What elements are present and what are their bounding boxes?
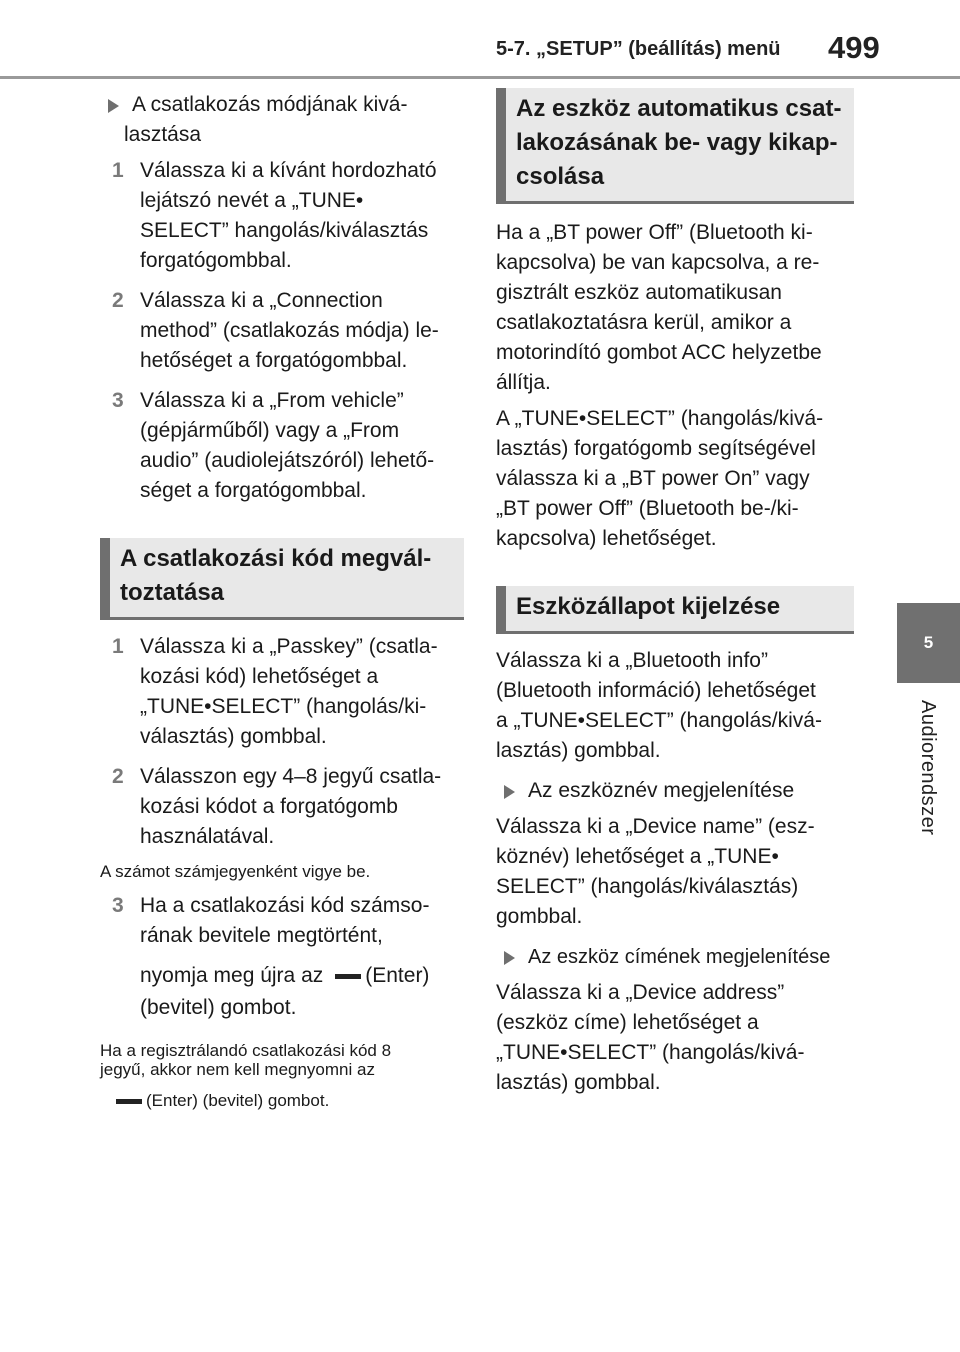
left-column [100, 88, 464, 1110]
paragraph-line: lasztás) gombbal. [496, 1071, 661, 1094]
paragraph-line: (Bluetooth információ) lehetőséget [496, 679, 816, 702]
paragraph-line: „BT power Off” (Bluetooth be-/ki- [496, 497, 799, 520]
section-heading-passkey [100, 538, 464, 620]
triangle-bullet-icon [108, 99, 119, 113]
step-line: „TUNE•SELECT” (hangolás/ki- [140, 695, 427, 718]
step-2-enter-code [100, 762, 464, 852]
paragraph-line: a „TUNE•SELECT” (hangolás/kivá- [496, 709, 822, 732]
paragraph-device-name [496, 812, 854, 932]
step-line: Válassza ki a kívánt hordozható [140, 159, 437, 182]
bullet-device-name [496, 776, 854, 806]
paragraph-line: köznév) lehetőséget a „TUNE• [496, 845, 779, 868]
page-header-title: 5-7. „SETUP” (beállítás) menü [496, 38, 781, 60]
paragraph-line: lasztás) forgatógomb segítségével [496, 437, 816, 460]
paragraph-bt-power-off [496, 218, 854, 398]
step-line: Válassza ki a „From vehicle” [140, 389, 404, 412]
paragraph-line: Válassza ki a „Device name” (esz- [496, 815, 815, 838]
paragraph-line: „TUNE•SELECT” (hangolás/kivá- [496, 1041, 805, 1064]
note-line: Ha a regisztrálandó csatlakozási kód 8 [100, 1041, 392, 1060]
paragraph-line: állítja. [496, 371, 551, 394]
step-line: választás) gombbal. [140, 725, 327, 748]
section-heading-device-status [496, 586, 854, 634]
paragraph-line: Válassza ki a „Bluetooth info” [496, 649, 768, 672]
paragraph-line: kapcsolva) lehetőséget. [496, 527, 717, 550]
step-line: forgatógombbal. [140, 249, 292, 272]
step-line: SELECT” hangolás/kiválasztás [140, 219, 429, 242]
bullet-line: lasztása [124, 123, 202, 146]
paragraph-device-address [496, 978, 854, 1098]
note-digit-by-digit: A számot számjegyenként vigye be. [100, 862, 371, 881]
step-line [140, 961, 464, 991]
paragraph-line: motorindító gombot ACC helyzetbe [496, 341, 822, 364]
enter-key-icon [116, 1099, 142, 1104]
bullet-line: Az eszköznév megjelenítése [528, 779, 795, 802]
step-text: nyomja meg újra az [140, 964, 324, 987]
step-1-select-player [100, 156, 464, 276]
header-divider [0, 76, 960, 79]
step-2-connection-method [100, 286, 464, 376]
chapter-tab: 5 [897, 603, 960, 683]
note-line: jegyű, akkor nem kell megnyomni az [100, 1060, 375, 1079]
chapter-side-label: Audiorendszer [917, 700, 939, 836]
section-heading-line: csolása [516, 163, 605, 190]
bullet-connection-method [100, 90, 464, 150]
paragraph-tune-select [496, 404, 854, 554]
page-number: 499 [828, 30, 880, 65]
step-number: 3 [112, 894, 124, 917]
step-line: használatával. [140, 825, 275, 848]
step-line: Ha a csatlakozási kód számso- [140, 894, 430, 917]
step-line: method” (csatlakozás módja) le- [140, 319, 439, 342]
triangle-bullet-icon [504, 785, 515, 799]
paragraph-line: lasztás) gombbal. [496, 739, 661, 762]
note-text: (Enter) (bevitel) gombot. [146, 1091, 330, 1110]
step-line: Válassza ki a „Connection [140, 289, 383, 312]
right-column [496, 88, 854, 1098]
step-line: séget a forgatógombbal. [140, 479, 367, 502]
step-line: kozási kód) lehetőséget a [140, 665, 379, 688]
bullet-line: A csatlakozás módjának kivá- [132, 93, 408, 116]
paragraph-line: válassza ki a „BT power On” vagy [496, 467, 810, 490]
step-3-from-vehicle [100, 386, 464, 506]
step-number: 2 [112, 765, 124, 788]
bullet-line: Az eszköz címének megjelenítése [528, 946, 831, 968]
triangle-bullet-icon [504, 951, 515, 965]
step-line: lejátszó nevét a „TUNE• [140, 189, 364, 212]
step-line: rának bevitele megtörtént, [140, 924, 383, 947]
step-line: hetőséget a forgatógombbal. [140, 349, 408, 372]
step-number: 2 [112, 289, 124, 312]
enter-key-icon [335, 974, 361, 979]
step-3-confirm-code [100, 891, 464, 1023]
paragraph-line: kapcsolva) be van kapcsolva, a re- [496, 251, 820, 274]
step-line: (gépjárműből) vagy a „From [140, 419, 400, 442]
step-number: 1 [112, 635, 124, 658]
section-heading-line: toztatása [120, 579, 225, 606]
section-heading-line: Az eszköz automatikus csat- [516, 95, 842, 122]
step-text: (Enter) [365, 964, 430, 987]
step-line: kozási kódot a forgatógomb [140, 795, 398, 818]
step-line: Válassza ki a „Passkey” (csatla- [140, 635, 438, 658]
paragraph-line: (eszköz címe) lehetőséget a [496, 1011, 759, 1034]
step-1-passkey [100, 632, 464, 752]
section-heading-auto-connect [496, 88, 854, 204]
section-heading-line: A csatlakozási kód megvál- [120, 545, 432, 572]
step-number: 1 [112, 159, 124, 182]
bullet-device-address [496, 942, 854, 972]
step-line: (bevitel) gombot. [140, 996, 297, 1019]
paragraph-line: Válassza ki a „Device address” [496, 981, 785, 1004]
paragraph-bluetooth-info [496, 646, 854, 766]
section-heading-line: Eszközállapot kijelzése [516, 593, 781, 620]
step-line: Válasszon egy 4–8 jegyű csatla- [140, 765, 442, 788]
paragraph-line: Ha a „BT power Off” (Bluetooth ki- [496, 221, 813, 244]
paragraph-line: A „TUNE•SELECT” (hangolás/kivá- [496, 407, 824, 430]
paragraph-line: gombbal. [496, 905, 583, 928]
section-heading-line: lakozásának be- vagy kikap- [516, 129, 838, 156]
note-eight-digit-code [100, 1041, 464, 1079]
paragraph-line: gisztrált eszköz automatikusan [496, 281, 782, 304]
note-enter-button [100, 1091, 464, 1110]
step-line: audio” (audiolejátszóról) lehető- [140, 449, 435, 472]
paragraph-line: csatlakoztatásra kerül, amikor a [496, 311, 792, 334]
step-number: 3 [112, 389, 124, 412]
paragraph-line: SELECT” (hangolás/kiválasztás) [496, 875, 799, 898]
